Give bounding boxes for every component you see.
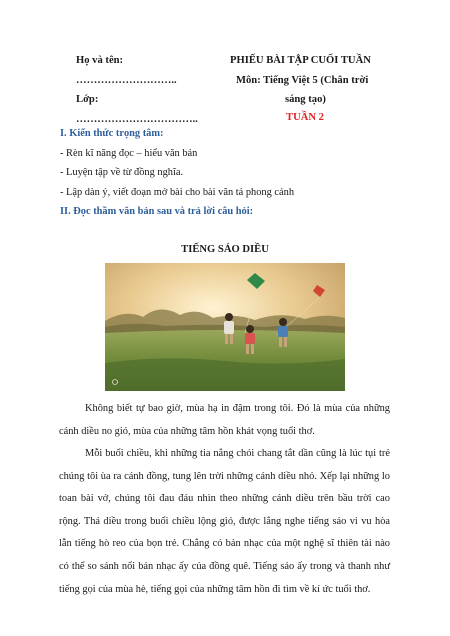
- passage-paragraph: Mỗi buổi chiều, khi những tia nắng chói chang tắt dần cũng là lúc tụi trẻ chúng tôi ùa ra cánh đồng, tung lên trời những cánh diều nhỏ. Xếp lại những lo toan bài vở, chúng tôi đau đáu nhìn theo những cánh diều trên bầu trời cao rộng. Thả diều trong buổi chiều lộng gió, được lắng nghe tiếng sáo vi vu hòa lẫn tiếng hò reo của bọn trẻ. Chẳng có bản nhạc của một nghệ sĩ thiên tài nào có thể so sánh nổi bản nhạc ấy của đồng quê. Tiếng sáo ấy trong và thanh như tiếng gọi của mùa hè, tiếng gọi của những tâm hồn đi tìm về kí ức tuổi thơ.: [59, 448, 390, 595]
- section2-heading: II. Đọc thầm văn bản sau và trả lời câu hỏi:: [60, 206, 254, 217]
- section1-item: - Rèn kĩ năng đọc – hiểu văn bản: [60, 148, 198, 159]
- section1-item: - Lập dàn ý, viết đoạn mở bài cho bài văn tả phong cảnh: [60, 187, 295, 198]
- subject-line2: sáng tạo): [285, 94, 326, 105]
- kite-flying-photo: [105, 263, 345, 391]
- class-label: Lớp:: [76, 94, 99, 105]
- name-label: Họ và tên:: [76, 55, 124, 66]
- section1-item: - Luyện tập về từ đồng nghĩa.: [60, 167, 184, 178]
- class-dots: ……………………………..: [76, 114, 198, 125]
- passage-title: TIẾNG SÁO DIỀU: [181, 244, 269, 255]
- sheet-title: PHIẾU BÀI TẬP CUỐI TUẦN: [230, 55, 371, 66]
- section1-heading: I. Kiến thức trọng tâm:: [60, 128, 164, 139]
- passage-paragraph: Không biết tự bao giờ, mùa hạ in đậm trong tôi. Đó là mùa của những cánh diều no gió, mùa của những tâm hồn khát vọng tuổi thơ.: [59, 403, 390, 437]
- week-label: TUẦN 2: [286, 112, 324, 123]
- name-dots: ………………………..: [76, 75, 177, 86]
- kite-photo-illustration: [105, 263, 345, 391]
- subject-line1: Môn: Tiếng Việt 5 (Chân trời: [236, 75, 369, 86]
